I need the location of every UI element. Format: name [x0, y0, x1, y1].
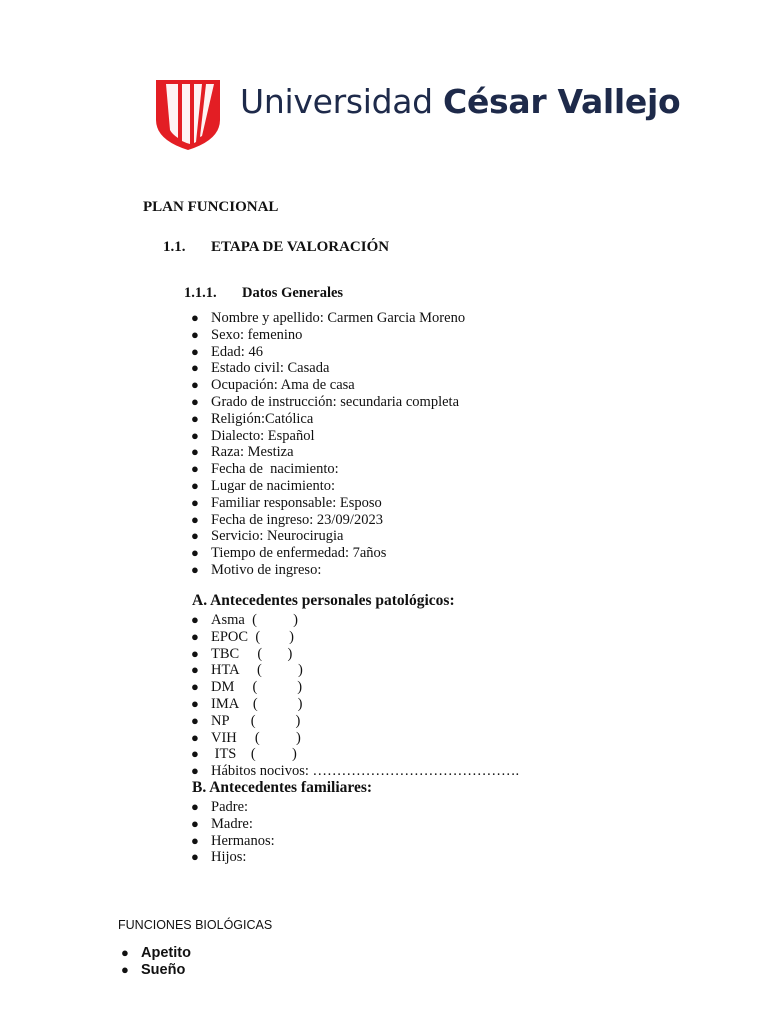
item-text: Servicio: Neurocirugia	[211, 528, 344, 545]
item-text: Tiempo de enfermedad: 7años	[211, 545, 387, 562]
item-text: Ocupación: Ama de casa	[211, 377, 355, 394]
bullet-icon: ●	[191, 729, 199, 745]
bullet-icon: ●	[191, 310, 199, 325]
item-text: Hermanos:	[211, 832, 275, 849]
bullet-icon: ●	[191, 645, 199, 661]
list-item	[188, 696, 519, 713]
brand-bold: César Vallejo	[443, 82, 681, 121]
bullet-icon: ●	[191, 477, 199, 493]
bullet-icon: ●	[191, 849, 199, 865]
bullet-icon: ●	[191, 326, 199, 342]
item-text: Raza: Mestiza	[211, 444, 294, 461]
list-item	[118, 962, 191, 979]
list-item	[188, 360, 465, 377]
funciones-biologicas-list	[118, 945, 191, 979]
bullet-icon: ●	[191, 763, 199, 779]
list-item	[188, 763, 519, 780]
item-text: TBC ( )	[211, 645, 293, 662]
item-text: Sueño	[141, 961, 186, 978]
bullet-icon: ●	[191, 511, 199, 527]
etapa-valoracion-heading	[163, 239, 389, 256]
list-item	[118, 945, 191, 962]
bullet-icon: ●	[191, 561, 199, 577]
item-text: Padre:	[211, 799, 249, 815]
item-text: Estado civil: Casada	[211, 360, 330, 377]
bullet-icon: ●	[191, 343, 199, 359]
list-item	[188, 461, 465, 478]
list-item	[188, 746, 519, 763]
antecedentes-personales-heading: A. Antecedentes personales patológicos:	[192, 592, 455, 609]
item-text: Madre:	[211, 815, 253, 832]
item-text: Motivo de ingreso:	[211, 561, 322, 578]
list-item	[188, 394, 465, 411]
bullet-icon: ●	[191, 393, 199, 409]
item-text: Hábitos nocivos: …………………………………….	[211, 763, 520, 780]
item-text: Fecha de ingreso: 23/09/2023	[211, 511, 383, 528]
list-item	[188, 495, 465, 512]
bullet-icon: ●	[191, 695, 199, 711]
item-text: Lugar de nacimiento:	[211, 477, 336, 494]
item-text: Edad: 46	[211, 343, 263, 360]
item-text: Fecha de nacimiento:	[211, 461, 339, 478]
subsection-title: Datos Generales	[242, 285, 344, 301]
item-text: Asma ( )	[211, 612, 298, 628]
bullet-icon: ●	[191, 360, 199, 376]
bullet-icon: ●	[191, 427, 199, 443]
item-text: HTA ( )	[211, 662, 303, 679]
datos-generales-list	[188, 310, 465, 579]
bullet-icon: ●	[191, 799, 199, 814]
item-text: VIH ( )	[211, 729, 301, 746]
section-title: ETAPA DE VALORACIÓN	[211, 239, 390, 255]
list-item	[188, 646, 519, 663]
antecedentes-familiares-list	[188, 799, 275, 866]
list-item	[188, 478, 465, 495]
bullet-icon: ●	[191, 410, 199, 426]
list-item	[188, 679, 519, 696]
list-item	[188, 545, 465, 562]
list-item	[188, 730, 519, 747]
bullet-icon: ●	[191, 679, 199, 695]
list-item	[188, 849, 275, 866]
datos-generales-heading	[184, 285, 343, 302]
item-text: ITS ( )	[211, 746, 297, 763]
list-item	[188, 833, 275, 850]
list-item	[188, 377, 465, 394]
funciones-biologicas-heading: FUNCIONES BIOLÓGICAS	[118, 918, 273, 932]
item-text: Hijos:	[211, 849, 247, 866]
list-item	[188, 612, 519, 629]
item-text: Sexo: femenino	[211, 326, 303, 343]
bullet-icon: ●	[191, 712, 199, 728]
university-logo-mark	[156, 80, 220, 150]
item-text: EPOC ( )	[211, 628, 294, 645]
list-item	[188, 344, 465, 361]
antecedentes-familiares-heading: B. Antecedentes familiares:	[192, 779, 373, 796]
bullet-icon: ●	[191, 815, 199, 831]
item-text: Grado de instrucción: secundaria completa	[211, 393, 460, 410]
bullet-icon: ●	[121, 961, 129, 977]
list-item	[188, 310, 465, 327]
item-text: IMA ( )	[211, 695, 303, 712]
bullet-icon: ●	[191, 628, 199, 644]
bullet-icon: ●	[121, 945, 129, 960]
item-text: Dialecto: Español	[211, 427, 315, 444]
bullet-icon: ●	[191, 545, 199, 561]
section-number: 1.1.	[163, 239, 186, 255]
list-item	[188, 428, 465, 445]
bullet-icon: ●	[191, 494, 199, 510]
list-item	[188, 562, 465, 579]
list-item	[188, 662, 519, 679]
bullet-icon: ●	[191, 444, 199, 460]
item-text: Nombre y apellido: Carmen Garcia Moreno	[211, 310, 466, 326]
university-logo-text	[240, 82, 680, 121]
bullet-icon: ●	[191, 528, 199, 544]
list-item	[188, 444, 465, 461]
brand-regular: Universidad	[240, 82, 433, 121]
bullet-icon: ●	[191, 662, 199, 678]
bullet-icon: ●	[191, 377, 199, 393]
plan-funcional-heading: PLAN FUNCIONAL	[143, 199, 279, 215]
list-item	[188, 411, 465, 428]
item-text: Apetito	[141, 945, 191, 961]
item-text: Familiar responsable: Esposo	[211, 494, 382, 511]
bullet-icon: ●	[191, 832, 199, 848]
list-item	[188, 799, 275, 816]
bullet-icon: ●	[191, 461, 199, 477]
antecedentes-personales-list	[188, 612, 519, 780]
subsection-number: 1.1.1.	[184, 285, 217, 301]
list-item	[188, 629, 519, 646]
item-text: DM ( )	[211, 679, 303, 696]
list-item	[188, 327, 465, 344]
bullet-icon: ●	[191, 612, 199, 627]
item-text: Religión:Católica	[211, 410, 314, 427]
list-item	[188, 528, 465, 545]
list-item	[188, 713, 519, 730]
item-text: NP ( )	[211, 712, 301, 729]
bullet-icon: ●	[191, 746, 199, 762]
list-item	[188, 512, 465, 529]
list-item	[188, 816, 275, 833]
